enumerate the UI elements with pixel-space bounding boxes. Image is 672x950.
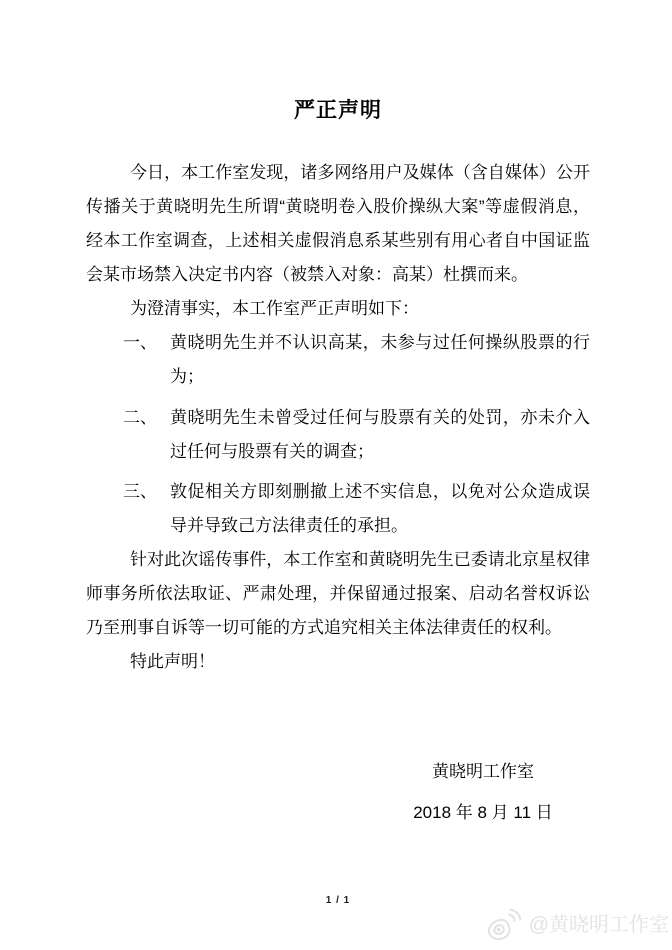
legal-action-paragraph: 针对此次谣传事件，本工作室和黄晓明先生已委请北京星权律师事务所依法取证、严肃处理，并保留通过报案、启动名誉权诉讼乃至刑事自诉等一切可能的方式追究相关主体法律责任的权利。 [86,550,590,637]
statement-item-3 [86,475,590,543]
item-1-text: 黄晓明先生并不认识高某，未参与过任何操纵股票的行为； [170,333,590,386]
statement-item-2 [86,401,590,469]
signature-block [383,755,583,830]
item-1-marker: 一、 [123,333,157,352]
date: 2018 年 8 月 11 日 [413,803,553,822]
item-2-marker: 二、 [123,408,157,427]
closing-line: 特此声明！ [130,652,215,671]
item-3-text: 敦促相关方即刻删撤上述不实信息，以免对公众造成误导并导致己方法律责任的承担。 [170,482,590,535]
weibo-watermark [486,906,669,944]
document-title: 严正声明 [294,99,382,122]
weibo-icon [486,908,529,942]
watermark-text: @黄晓明工作室 [528,914,669,936]
statement-item-1 [86,326,590,394]
page-number: 1 / 1 [325,895,351,906]
intro-paragraph: 今日，本工作室发现，诸多网络用户及媒体（含自媒体）公开传播关于黄晓明先生所谓“黄晓明卷入股价操纵大案”等虚假消息，经本工作室调查，上述相关虚假消息系某些别有用心者自中国证监会某市场禁入决定书内容（被禁入对象：高某）杜撰而来。 [86,163,590,284]
item-2-text: 黄晓明先生未曾受过任何与股票有关的处罚，亦未介入过任何与股票有关的调查； [170,408,590,461]
lead-paragraph: 为澄清事实，本工作室严正声明如下： [130,299,419,318]
signature: 黄晓明工作室 [432,762,534,781]
item-3-marker: 三、 [123,482,157,501]
